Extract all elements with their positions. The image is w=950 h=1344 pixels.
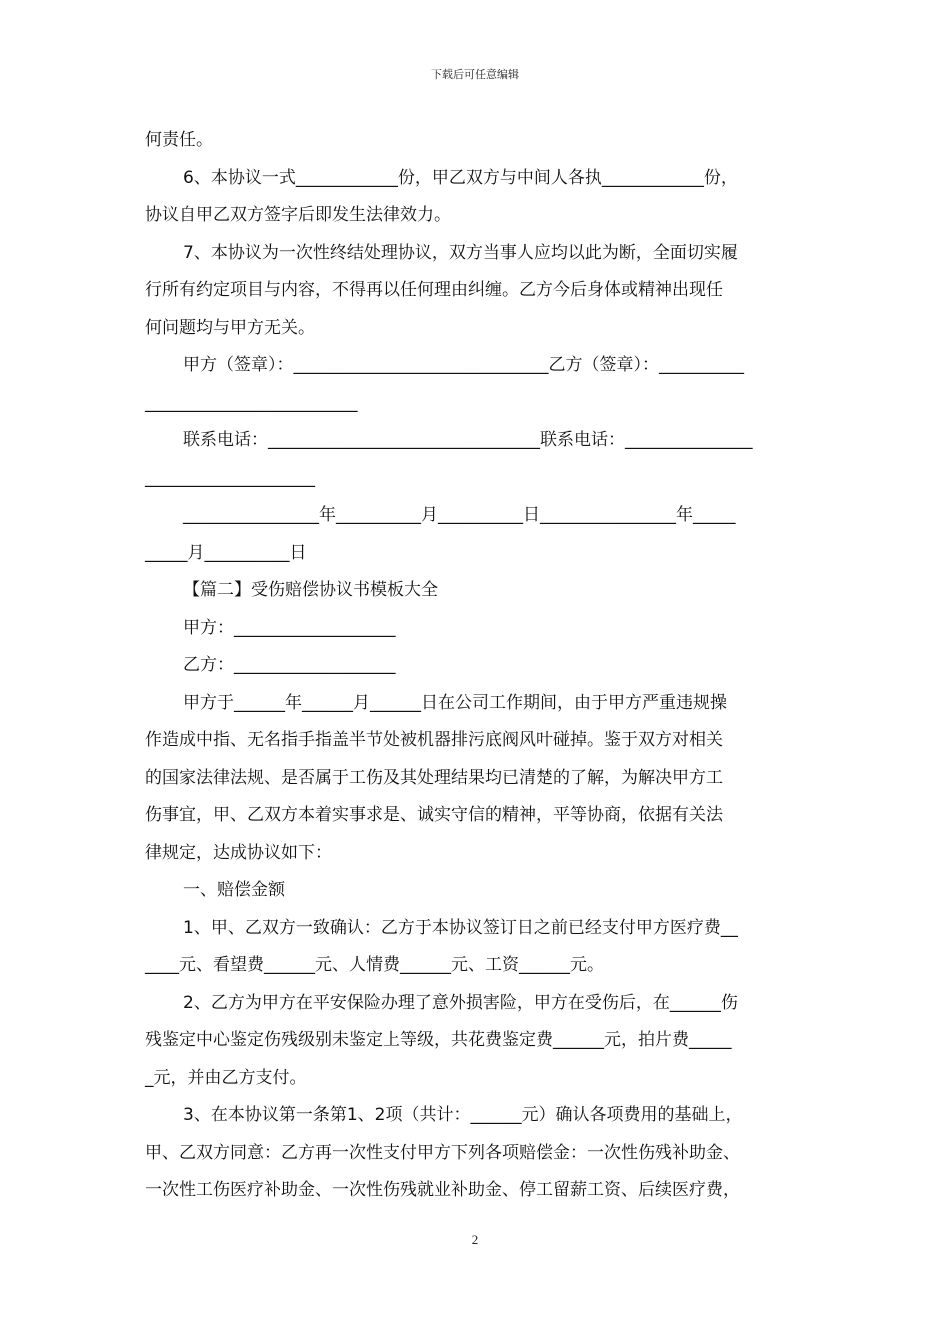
text-line: 律规定，达成协议如下： — [145, 842, 332, 863]
document-body — [145, 126, 809, 1214]
text-line: 的国家法律法规、是否属于工伤及其处理结果均已清楚的了解，为解决甲方工 — [145, 767, 723, 788]
text-line: 何问题均与甲方无关。 — [145, 317, 315, 338]
text-line: _元，并由乙方支付。 — [145, 1067, 307, 1088]
text-line: 行所有约定项目与内容，不得再以任何理由纠缠。乙方今后身体或精神出现任 — [145, 280, 723, 300]
section-heading: 【篇二】受伤赔偿协议书模板大全 — [183, 580, 438, 600]
text-line: 协议自甲乙双方签字后即发生法律效力。 — [145, 205, 451, 225]
signature-line: 甲方（签章）：______________________________乙方（签章）：__________ — [183, 355, 744, 375]
text-line: ____元、看望费______元、人情费______元、工资______元。 — [145, 955, 604, 975]
phone-line: 联系电话：________________________________联系电话：_______________ — [183, 430, 753, 450]
subsection-heading: 一、赔偿金额 — [183, 880, 285, 900]
phone-line-cont: ____________________ — [145, 467, 315, 488]
party-b-line: 乙方：___________________ — [183, 655, 396, 675]
date-line-cont: _____月__________日 — [145, 542, 307, 563]
date-line: ________________年__________月__________日________________年_____ — [183, 505, 736, 525]
text-line: 作造成中指、无名指手指盖半节处被机器排污底阀风叶碰掉。鉴于双方对相关 — [145, 730, 723, 750]
preamble-line: 甲方于______年______月______日在公司工作期间，由于甲方严重违规操 — [183, 692, 727, 713]
item-3-line: 3、在本协议第一条第1、2项（共计：______元）确认各项费用的基础上， — [183, 1105, 743, 1125]
page-number: 2 — [471, 1232, 479, 1247]
signature-line-cont: _________________________ — [145, 392, 358, 413]
clause-6-line: 6、本协议一式____________份，甲乙双方与中间人各执____________份， — [183, 167, 738, 188]
item-1-line: 1、甲、乙双方一致确认：乙方于本协议签订日之前已经支付甲方医疗费__ — [183, 917, 738, 938]
text-line: 甲、乙双方同意：乙方再一次性支付甲方下列各项赔偿金：一次性伤残补助金、 — [145, 1142, 740, 1163]
text-line: 残鉴定中心鉴定伤残级别未鉴定上等级，共花费鉴定费______元，拍片费_____ — [145, 1030, 732, 1050]
party-a-line: 甲方：___________________ — [183, 617, 396, 638]
text-line: 何责任。 — [145, 130, 213, 150]
clause-7-line: 7、本协议为一次性终结处理协议，双方当事人应均以此为断，全面切实履 — [183, 242, 738, 263]
page-header: 下载后可任意编辑 — [431, 68, 519, 81]
text-line: 伤事宜，甲、乙双方本着实事求是、诚实守信的精神，平等协商，依据有关法 — [145, 805, 723, 825]
text-line: 一次性工伤医疗补助金、一次性伤残就业补助金、停工留薪工资、后续医疗费， — [145, 1180, 740, 1200]
item-2-line: 2、乙方为甲方在平安保险办理了意外损害险，甲方在受伤后，在______伤 — [183, 992, 738, 1013]
